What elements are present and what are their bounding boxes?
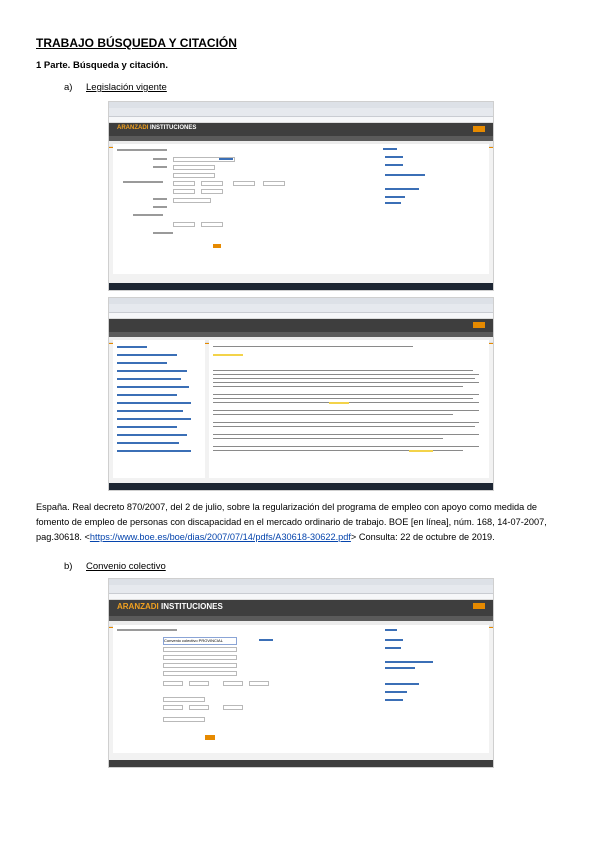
citation-consulted: > Consulta: 22 de octubre de 2019. bbox=[350, 532, 495, 542]
part-heading: 1 Parte. Búsqueda y citación. bbox=[36, 60, 168, 71]
section-b-label: b) bbox=[64, 561, 73, 572]
result-sidebar bbox=[113, 340, 205, 478]
screenshot-convenio-search bbox=[108, 578, 494, 768]
section-b-text: Convenio colectivo bbox=[86, 561, 166, 572]
brand-logo-3: ARANZADI bbox=[117, 602, 159, 611]
brand-logo-suffix: INSTITUCIONES bbox=[150, 125, 197, 131]
brand-bar-3 bbox=[109, 600, 493, 616]
result-document bbox=[209, 340, 489, 478]
login-button-3[interactable] bbox=[473, 603, 485, 609]
screenshot-legislation-search bbox=[108, 101, 494, 291]
section-a bbox=[64, 82, 167, 93]
brand-bar-2 bbox=[109, 319, 493, 332]
citation-link[interactable]: https://www.boe.es/boe/dias/2007/07/14/pdfs/A30618-30622.pdf bbox=[89, 532, 351, 542]
search-form-panel bbox=[113, 144, 489, 274]
login-button-2[interactable] bbox=[473, 322, 485, 328]
convenio-search-button[interactable] bbox=[205, 735, 215, 740]
brand-logo-suffix-3: INSTITUCIONES bbox=[161, 602, 223, 611]
search-input[interactable]: Convenio colectivo PROVINCIAL bbox=[163, 637, 237, 645]
search-button[interactable] bbox=[213, 244, 221, 248]
brand-logo: ARANZADI bbox=[117, 125, 149, 131]
brand-bar bbox=[109, 123, 493, 136]
legislation-citation bbox=[36, 500, 566, 545]
document-title: TRABAJO BÚSQUEDA Y CITACIÓN bbox=[36, 36, 237, 50]
login-button[interactable] bbox=[473, 126, 485, 132]
section-b bbox=[64, 561, 166, 572]
convenio-form-panel bbox=[113, 625, 489, 753]
section-a-text: Legislación vigente bbox=[86, 82, 167, 93]
screenshot-legislation-result bbox=[108, 297, 494, 491]
citation-text: España. Real decreto 870/2007, del 2 de julio, sobre la regularización del programa de empleo con apoyo como medida de fomento de empleo de personas con discapacidad en el mercado ordinario de trabajo. BOE [en línea], núm. 168, 14-07-2007, pag.30618. < bbox=[36, 502, 547, 542]
section-a-label: a) bbox=[64, 82, 73, 93]
